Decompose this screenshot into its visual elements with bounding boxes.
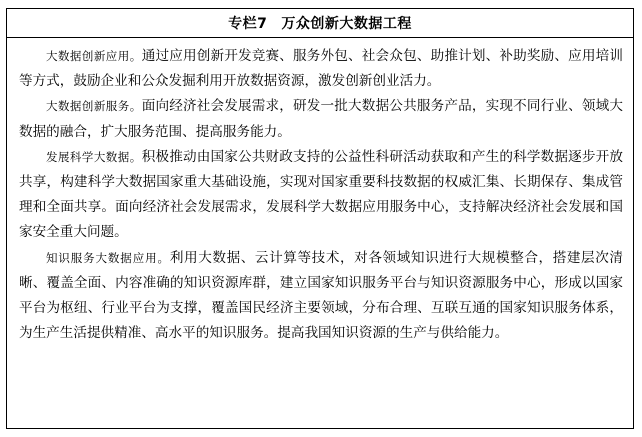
box-title-text: 万众创新大数据工程 xyxy=(281,16,412,32)
item-body: 通过应用创新开发竞赛、服务外包、社会众包、助推计划、补助奖励、应用培训等方式，鼓励企业和公众发掘利用开放数据资源，激发创新创业活力。 xyxy=(19,48,623,90)
item-body: 积极推动由国家公共财政支持的公益性科研活动获取和产生的科学数据逐步开放共享，构建科学大数据国家重大基础设施，实现对国家重要科技数据的权威汇集、长期保存、集成管理和全面共享。面向经济社会发展需求，发展科学大数据应用服务中心，支持解决经济社会发展和国家安全重大问题。 xyxy=(19,148,623,241)
item-knowledge xyxy=(19,246,623,347)
item-service xyxy=(19,94,623,144)
title-row xyxy=(7,9,633,38)
box-title-label: 专栏7 xyxy=(228,16,268,32)
item-app xyxy=(19,44,623,94)
item-body: 面向经济社会发展需求，研发一批大数据公共服务产品，实现不同行业、领域大数据的融合，扩大服务范围、提高服务能力。 xyxy=(19,98,623,140)
box-content xyxy=(7,38,633,346)
item-lead: 大数据创新应用。 xyxy=(46,49,142,63)
box-title xyxy=(228,13,412,33)
feature-box xyxy=(6,8,634,429)
item-body: 利用大数据、云计算等技术，对各领域知识进行大规模整合，搭建层次清晰、覆盖全面、内容准确的知识资源库群，建立国家知识服务平台与知识资源服务中心，形成以国家平台为枢纽、行业平台为支撑，覆盖国民经济主要领域，分布合理、互联互通的国家知识服务体系，为生产生活提供精准、高水平的知识服务。提高我国知识资源的生产与供给能力。 xyxy=(19,249,624,342)
item-lead: 知识服务大数据应用。 xyxy=(46,250,170,265)
item-lead: 大数据创新服务。 xyxy=(46,99,142,114)
item-science xyxy=(19,145,623,246)
item-lead: 发展科学大数据。 xyxy=(46,149,142,164)
